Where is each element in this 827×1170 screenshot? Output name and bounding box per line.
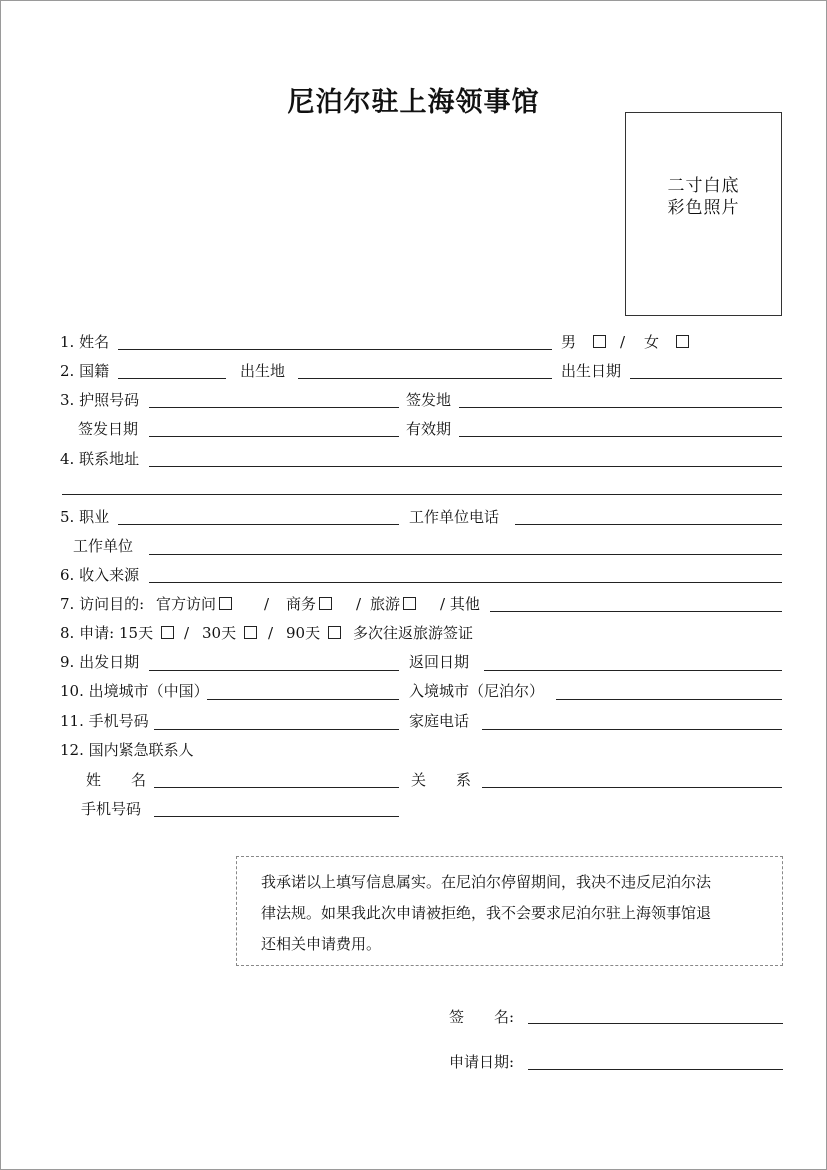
pledge-box <box>236 856 783 966</box>
pledge-line-1: 我承诺以上填写信息属实。在尼泊尔停留期间，我决不违反尼泊尔法 <box>261 873 712 891</box>
birthdate-field[interactable] <box>630 378 782 379</box>
emergency-mobile-label: 手机号码 <box>81 800 142 818</box>
issue-place-label: 签发地 <box>406 391 452 409</box>
application-date-label: 申请日期: <box>449 1053 515 1071</box>
name-field[interactable] <box>118 349 552 350</box>
employer-field[interactable] <box>149 554 782 555</box>
apply-30days-label: 30天 <box>202 624 237 642</box>
emergency-name-field[interactable] <box>154 787 399 788</box>
apply-15days-label: 15天 <box>119 624 154 642</box>
male-label: 男 <box>561 333 577 351</box>
purpose-official-option[interactable] <box>156 595 235 613</box>
home-phone-label: 家庭电话 <box>409 712 470 730</box>
occupation-field[interactable] <box>118 524 399 525</box>
entry-city-label: 入境城市（尼泊尔） <box>409 682 545 700</box>
purpose-business-label: 商务 <box>286 595 317 613</box>
apply-15days-option[interactable] <box>119 624 177 642</box>
purpose-other-field[interactable] <box>490 611 782 612</box>
exit-city-label: 10. 出境城市（中国） <box>60 682 209 700</box>
apply-90days-checkbox[interactable] <box>328 626 341 639</box>
return-date-label: 返回日期 <box>409 653 470 671</box>
purpose-business-checkbox[interactable] <box>319 597 332 610</box>
emergency-relation-field[interactable] <box>482 787 782 788</box>
female-label: 女 <box>644 333 660 351</box>
purpose-separator-1: / <box>264 595 270 613</box>
emergency-relation-label: 关 系 <box>411 771 472 789</box>
photo-label-line2: 彩色照片 <box>667 198 740 218</box>
work-phone-label: 工作单位电话 <box>409 508 500 526</box>
pledge-line-3: 还相关申请费用。 <box>261 935 382 953</box>
male-checkbox[interactable] <box>593 335 606 348</box>
apply-90days-label: 90天 <box>286 624 321 642</box>
birthplace-field[interactable] <box>298 378 552 379</box>
photo-label-line1: 二寸白底 <box>667 176 740 196</box>
birthdate-label: 出生日期 <box>561 362 622 380</box>
depart-date-label: 9. 出发日期 <box>60 653 140 671</box>
purpose-business-option[interactable] <box>286 595 335 613</box>
signature-field[interactable] <box>528 1023 783 1024</box>
home-phone-field[interactable] <box>482 729 782 730</box>
page-title: 尼泊尔驻上海领事馆 <box>287 87 540 118</box>
signature-label: 签 名: <box>449 1008 515 1026</box>
pledge-line-2: 律法规。如果我此次申请被拒绝，我不会要求尼泊尔驻上海领事馆退 <box>261 904 712 922</box>
employer-label: 工作单位 <box>73 537 134 555</box>
entry-city-field[interactable] <box>556 699 782 700</box>
apply-90days-option[interactable] <box>286 624 344 642</box>
exit-city-field[interactable] <box>207 699 399 700</box>
apply-30days-checkbox[interactable] <box>244 626 257 639</box>
gender-separator: / <box>620 333 626 351</box>
address-label: 4. 联系地址 <box>60 450 140 468</box>
female-checkbox[interactable] <box>676 335 689 348</box>
emergency-mobile-field[interactable] <box>154 816 399 817</box>
purpose-official-checkbox[interactable] <box>219 597 232 610</box>
mobile-field[interactable] <box>154 729 399 730</box>
address-field-line2[interactable] <box>62 494 782 495</box>
occupation-label: 5. 职业 <box>60 508 110 526</box>
apply-label: 8. 申请: <box>60 624 115 642</box>
valid-until-label: 有效期 <box>406 420 452 438</box>
purpose-tourism-option[interactable] <box>370 595 419 613</box>
multi-entry-label: 多次往返旅游签证 <box>353 624 474 642</box>
name-label: 1. 姓名 <box>60 333 110 351</box>
purpose-official-label: 官方访问 <box>156 595 217 613</box>
purpose-separator-2: / <box>356 595 362 613</box>
purpose-label: 7. 访问目的: <box>60 595 145 613</box>
purpose-other-label: / 其他 <box>440 595 480 613</box>
issue-date-label: 签发日期 <box>78 420 139 438</box>
gender-male-option[interactable] <box>561 333 609 351</box>
apply-30days-option[interactable] <box>202 624 260 642</box>
apply-separator-2: / <box>268 624 274 642</box>
issue-date-field[interactable] <box>149 436 399 437</box>
work-phone-field[interactable] <box>515 524 782 525</box>
purpose-tourism-label: 旅游 <box>370 595 401 613</box>
apply-15days-checkbox[interactable] <box>161 626 174 639</box>
issue-place-field[interactable] <box>459 407 782 408</box>
emergency-name-label: 姓 名 <box>86 771 147 789</box>
purpose-tourism-checkbox[interactable] <box>403 597 416 610</box>
address-field[interactable] <box>149 466 782 467</box>
nationality-field[interactable] <box>118 378 226 379</box>
income-field[interactable] <box>149 582 782 583</box>
mobile-label: 11. 手机号码 <box>60 712 149 730</box>
passport-no-field[interactable] <box>149 407 399 408</box>
nationality-label: 2. 国籍 <box>60 362 110 380</box>
photo-placeholder <box>625 112 782 316</box>
passport-no-label: 3. 护照号码 <box>60 391 140 409</box>
depart-date-field[interactable] <box>149 670 399 671</box>
application-date-field[interactable] <box>528 1069 783 1070</box>
income-label: 6. 收入来源 <box>60 566 140 584</box>
emergency-contact-label: 12. 国内紧急联系人 <box>60 741 194 759</box>
valid-until-field[interactable] <box>459 436 782 437</box>
birthplace-label: 出生地 <box>240 362 286 380</box>
return-date-field[interactable] <box>484 670 782 671</box>
apply-separator-1: / <box>184 624 190 642</box>
gender-female-option[interactable] <box>644 333 692 351</box>
